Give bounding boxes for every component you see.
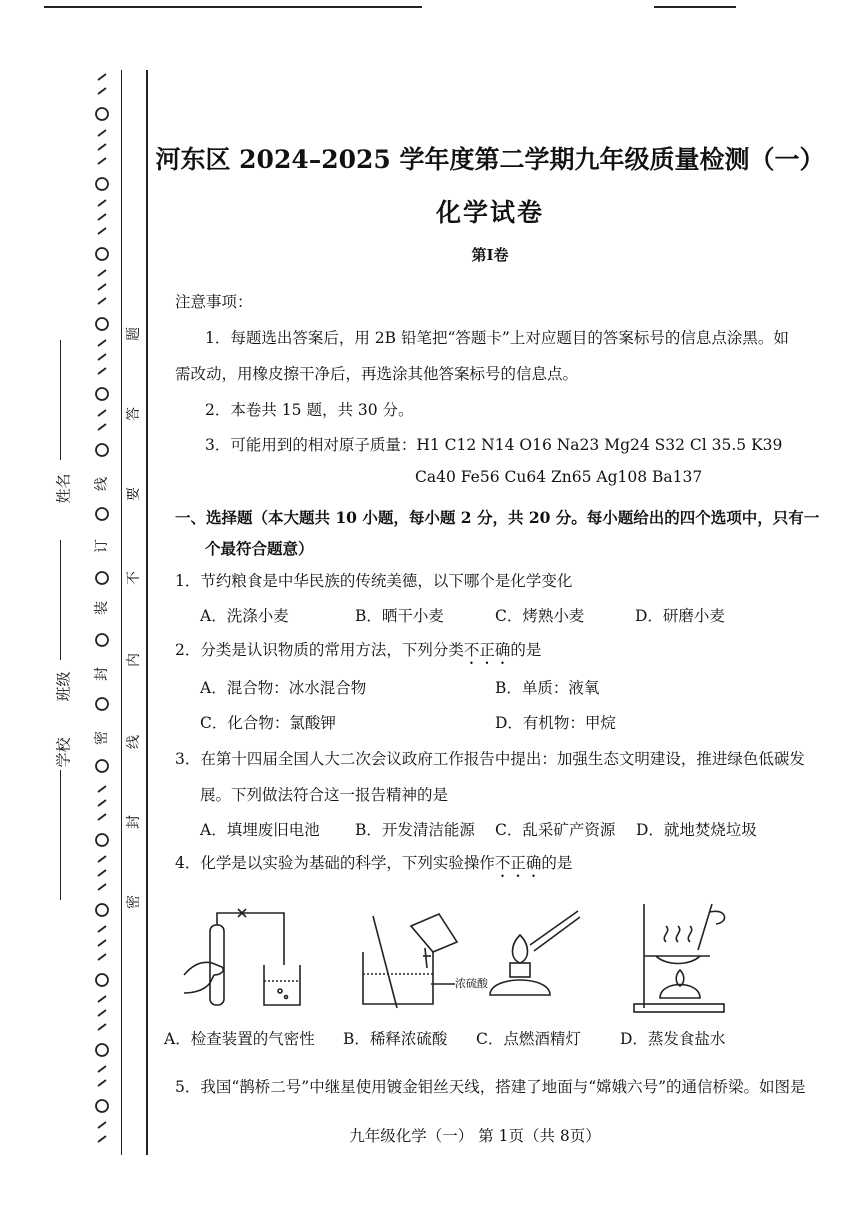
- field-line-school[interactable]: [60, 770, 61, 900]
- exam-title: 河东区 2024–2025 学年度第二学期九年级质量检测（一）: [155, 145, 825, 174]
- q2-option-d: D．有机物：甲烷: [495, 714, 616, 732]
- q3-option-b: B．开发清洁能源: [355, 821, 475, 839]
- q4-stem-b: 的是: [541, 854, 573, 872]
- notice-item3-line2: Ca40 Fe56 Cu64 Zn65 Ag108 Ba137: [415, 468, 703, 486]
- inner-word-2: 封: [126, 815, 142, 829]
- inner-word-1: 密: [126, 895, 142, 909]
- seal-word-feng: 封: [94, 667, 110, 681]
- q4-stem-emphasis: 不正确: [494, 854, 542, 872]
- q5-stem: 5．我国“鹊桥二号”中继星使用镀金钼丝天线，搭建了地面与“嫦娥六号”的通信桥梁。如图是: [175, 1078, 806, 1096]
- q2-option-b: B．单质：液氧: [495, 679, 600, 697]
- q2-stem: [175, 638, 541, 668]
- figure-alcohol-lamp: [480, 905, 590, 1015]
- section1-line1: 一、选择题（本大题共 10 小题，每小题 2 分，共 20 分。每小题给出的四个选项中，只有一: [175, 508, 820, 527]
- inner-word-7: 答: [126, 407, 142, 421]
- field-label-class: 班级: [54, 671, 73, 702]
- inner-word-4: 内: [126, 653, 142, 667]
- figure-airtightness-check: [180, 905, 310, 1015]
- seal-word-ding: 订: [94, 539, 110, 553]
- figure-evaporation: [630, 898, 740, 1018]
- notice-item1-line2: 需改动，用橡皮擦干净后，再选涂其他答案标号的信息点。: [175, 365, 579, 383]
- notice-heading: 注意事项：: [175, 293, 253, 311]
- q2-stem-a: 2．分类是认识物质的常用方法，下列分类: [175, 641, 464, 659]
- field-line-name: [60, 340, 61, 460]
- notice-item1-line1: 1．每题选出答案后，用 2B 铅笔把“答题卡”上对应题目的答案标号的信息点涂黑。如: [205, 329, 789, 347]
- q4-option-d: D．蒸发食盐水: [620, 1030, 726, 1048]
- q3-option-a: A．填埋废旧电池: [200, 821, 320, 839]
- seal-word-mi: 密: [94, 731, 110, 745]
- q4-option-b: B．稀释浓硫酸: [343, 1030, 448, 1048]
- q1-option-d: D．研磨小麦: [635, 607, 725, 625]
- top-rule-left: [44, 6, 422, 8]
- seal-word-xian: 线: [94, 477, 110, 491]
- field-line-class[interactable]: [60, 540, 61, 660]
- seal-word-zhuang: 装: [94, 601, 110, 615]
- field-label-name: 姓名: [54, 473, 73, 504]
- q4-stem: [175, 851, 572, 881]
- section1-line2: 个最符合题意）: [205, 539, 314, 558]
- notice-item2: 2．本卷共 15 题，共 30 分。: [205, 401, 414, 419]
- exam-subject: 化学试卷: [435, 198, 544, 227]
- q4-stem-a: 4．化学是以实验为基础的科学，下列实验操作: [175, 854, 495, 872]
- q1-option-b: B．晒干小麦: [355, 607, 444, 625]
- field-label-school: 学校: [54, 737, 73, 768]
- inner-word-5: 不: [126, 571, 142, 585]
- q2-option-a: A．混合物：冰水混合物: [200, 679, 367, 697]
- q1-option-c: C．烤熟小麦: [495, 607, 585, 625]
- q2-stem-b: 的是: [510, 641, 542, 659]
- figure-dilute-sulfuric-acid: [355, 912, 465, 1012]
- notice-item3-line1: 3．可能用到的相对原子质量：H1 C12 N14 O16 Na23 Mg24 S32 Cl 35.5 K39: [205, 436, 783, 454]
- page-footer: 九年级化学（一） 第 1页（共 8页）: [349, 1127, 601, 1145]
- figure-b-label: 浓硫酸: [455, 977, 488, 990]
- q3-option-c: C．乱采矿产资源: [495, 821, 616, 839]
- q1-stem: 1．节约粮食是中华民族的传统美德，以下哪个是化学变化: [175, 572, 573, 590]
- q2-option-c: C．化合物：氯酸钾: [200, 714, 336, 732]
- sidebar-rule-mid: [121, 70, 122, 1155]
- q2-stem-emphasis: 不正确: [463, 641, 511, 659]
- inner-word-6: 要: [126, 487, 142, 501]
- q3-option-d: D．就地焚烧垃圾: [636, 821, 757, 839]
- q3-stem-line1: 3．在第十四届全国人大二次会议政府工作报告中提出：加强生态文明建设，推进绿色低碳发: [175, 750, 805, 768]
- q1-option-a: A．洗涤小麦: [200, 607, 289, 625]
- inner-word-3: 线: [126, 735, 142, 749]
- inner-word-8: 题: [126, 327, 142, 341]
- q4-option-c: C．点燃酒精灯: [476, 1030, 581, 1048]
- top-rule-right: [654, 6, 736, 8]
- sidebar-rule-right: [146, 70, 148, 1155]
- exam-section: 第Ⅰ卷: [471, 246, 509, 264]
- q3-stem-line2: 展。下列做法符合这一报告精神的是: [200, 786, 449, 804]
- q4-option-a: A．检查装置的气密性: [164, 1030, 315, 1048]
